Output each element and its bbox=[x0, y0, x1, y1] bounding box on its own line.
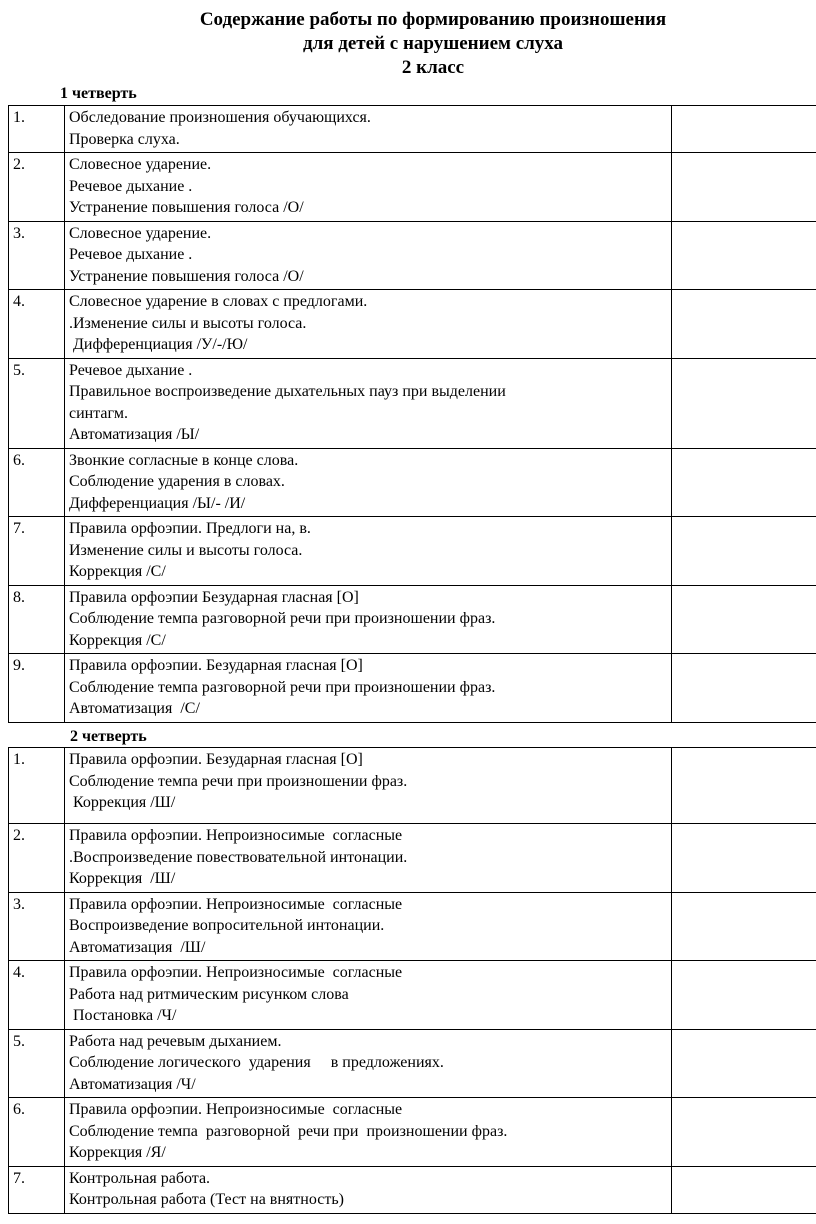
quarter-1-heading: 1 четверть bbox=[60, 85, 137, 102]
row-topics bbox=[65, 221, 672, 290]
table-row bbox=[9, 290, 816, 359]
row-topics bbox=[65, 585, 672, 654]
quarter-2-heading: 2 четверть bbox=[70, 728, 147, 745]
row-number: 6. bbox=[9, 1098, 65, 1167]
topic-line: .Изменение силы и высоты голоса. bbox=[69, 314, 307, 332]
topic-line: Коррекция /Ш/ bbox=[69, 870, 176, 887]
topic-line: .Воспроизведение повествовательной интонации. bbox=[69, 848, 408, 866]
topic-line: Словесное ударение. bbox=[69, 224, 212, 242]
topic-line: Правила орфоэпии. Безударная гласная [О] bbox=[69, 657, 363, 674]
title-line-1: Содержание работы по формированию произношения bbox=[199, 9, 667, 30]
topic-line: Работа над речевым дыханием. bbox=[69, 1032, 282, 1050]
topic-line: Звонкие согласные в конце слова. bbox=[69, 451, 299, 469]
row-topics bbox=[65, 892, 672, 961]
topic-line: Правила орфоэпии. Непроизносимые согласные bbox=[69, 827, 403, 844]
row-topics bbox=[65, 106, 672, 153]
table-row bbox=[9, 1029, 816, 1098]
topic-line: Обследование произношения обучающихся. bbox=[69, 109, 371, 126]
row-number: 3. bbox=[9, 221, 65, 290]
topic-line: Правила орфоэпии. Непроизносимые согласные bbox=[69, 895, 403, 913]
row-notes-cell bbox=[672, 961, 816, 1030]
table-row bbox=[9, 221, 816, 290]
table-row bbox=[9, 748, 816, 824]
topic-line: Коррекция /Ш/ bbox=[69, 794, 176, 811]
row-number: 5. bbox=[9, 1029, 65, 1098]
row-number: 3. bbox=[9, 892, 65, 961]
row-topics bbox=[65, 153, 672, 222]
topic-line: Автоматизация /Ш/ bbox=[69, 938, 206, 956]
topic-line: Речевое дыхание . bbox=[69, 361, 193, 379]
row-number: 7. bbox=[9, 1166, 65, 1213]
topic-line: Соблюдение ударения в словах. bbox=[69, 473, 285, 490]
row-topics bbox=[65, 290, 672, 359]
row-topics bbox=[65, 448, 672, 517]
topic-line: Устранение повышения голоса /О/ bbox=[69, 199, 304, 216]
topic-line: Соблюдение темпа разговорной речи при произношении фраз. bbox=[69, 678, 496, 696]
topic-line: Речевое дыхание . bbox=[69, 246, 193, 263]
topic-line: Постановка /Ч/ bbox=[69, 1007, 177, 1024]
row-notes-cell bbox=[672, 153, 816, 222]
row-number: 4. bbox=[9, 961, 65, 1030]
row-notes-cell bbox=[672, 106, 816, 153]
row-notes-cell bbox=[672, 290, 816, 359]
row-number: 8. bbox=[9, 585, 65, 654]
table-row bbox=[9, 961, 816, 1030]
topic-line: синтагм. bbox=[69, 404, 128, 422]
table-row bbox=[9, 448, 816, 517]
topic-line: Дифференциация /У/-/Ю/ bbox=[69, 336, 248, 353]
topic-line: Соблюдение темпа разговорной речи при произношении фраз. bbox=[69, 1122, 508, 1140]
row-topics bbox=[65, 358, 672, 448]
topic-line: Речевое дыхание . bbox=[69, 177, 193, 195]
row-notes-cell bbox=[672, 1029, 816, 1098]
table-row bbox=[9, 1098, 816, 1167]
row-notes-cell bbox=[672, 654, 816, 723]
row-notes-cell bbox=[672, 358, 816, 448]
topic-line: Соблюдение логического ударения в предложениях. bbox=[69, 1054, 444, 1071]
row-notes-cell bbox=[672, 585, 816, 654]
topic-line: Проверка слуха. bbox=[69, 130, 180, 148]
table-row bbox=[9, 106, 816, 153]
topic-line: Словесное ударение в словах с предлогами. bbox=[69, 293, 368, 310]
row-notes-cell bbox=[672, 1098, 816, 1167]
topic-line: Контрольная работа (Тест на внятность) bbox=[69, 1191, 344, 1208]
row-number: 7. bbox=[9, 517, 65, 586]
row-number: 6. bbox=[9, 448, 65, 517]
row-topics bbox=[65, 961, 672, 1030]
row-topics bbox=[65, 654, 672, 723]
row-number: 2. bbox=[9, 824, 65, 893]
row-notes-cell bbox=[672, 448, 816, 517]
topic-line: Автоматизация /С/ bbox=[69, 700, 200, 717]
row-topics bbox=[65, 517, 672, 586]
row-number: 9. bbox=[9, 654, 65, 723]
table-row bbox=[9, 654, 816, 723]
topic-line: Правила орфоэпии. Непроизносимые согласные bbox=[69, 964, 403, 981]
topic-line: Устранение повышения голоса /О/ bbox=[69, 267, 304, 285]
row-topics bbox=[65, 1166, 672, 1213]
table-row bbox=[9, 892, 816, 961]
row-topics bbox=[65, 1098, 672, 1167]
topic-line: Автоматизация /Ы/ bbox=[69, 426, 200, 443]
topic-line: Автоматизация /Ч/ bbox=[69, 1075, 196, 1093]
quarter-2-table bbox=[8, 747, 816, 1214]
topic-line: Изменение силы и высоты голоса. bbox=[69, 541, 303, 559]
topic-line: Правила орфоэпии. Непроизносимые согласные bbox=[69, 1101, 403, 1118]
topic-line: Правила орфоэпии Безударная гласная [О] bbox=[69, 588, 359, 606]
row-notes-cell bbox=[672, 221, 816, 290]
topic-line: Работа над ритмическим рисунком слова bbox=[69, 985, 349, 1003]
row-topics bbox=[65, 824, 672, 893]
page-title bbox=[0, 8, 816, 80]
row-topics bbox=[65, 1029, 672, 1098]
topic-line: Правила орфоэпии. Безударная гласная [О] bbox=[69, 751, 363, 768]
table-row bbox=[9, 358, 816, 448]
row-notes-cell bbox=[672, 748, 816, 824]
topic-line: Дифференциация /Ы/- /И/ bbox=[69, 494, 246, 512]
topic-line: Коррекция /Я/ bbox=[69, 1144, 166, 1161]
topic-line: Правильное воспроизведение дыхательных пауз при выделении bbox=[69, 383, 506, 400]
row-notes-cell bbox=[672, 517, 816, 586]
topic-line: Соблюдение темпа разговорной речи при произношении фраз. bbox=[69, 610, 496, 627]
row-number: 1. bbox=[9, 106, 65, 153]
topic-line: Контрольная работа. bbox=[69, 1169, 211, 1187]
table-row bbox=[9, 585, 816, 654]
topic-line: Правила орфоэпии. Предлоги на, в. bbox=[69, 520, 311, 537]
row-notes-cell bbox=[672, 1166, 816, 1213]
grade-label: 2 класс bbox=[401, 57, 465, 78]
table-row bbox=[9, 153, 816, 222]
table-row bbox=[9, 824, 816, 893]
topic-line: Соблюдение темпа речи при произношении фраз. bbox=[69, 772, 408, 790]
row-notes-cell bbox=[672, 892, 816, 961]
row-number: 5. bbox=[9, 358, 65, 448]
quarter-1-table bbox=[8, 105, 816, 723]
row-number: 1. bbox=[9, 748, 65, 824]
title-line-2: для детей с нарушением слуха bbox=[302, 33, 564, 54]
row-number: 4. bbox=[9, 290, 65, 359]
table-row bbox=[9, 1166, 816, 1213]
row-notes-cell bbox=[672, 824, 816, 893]
topic-line: Коррекция /С/ bbox=[69, 563, 166, 580]
row-topics bbox=[65, 748, 672, 824]
table-row bbox=[9, 517, 816, 586]
topic-line: Коррекция /С/ bbox=[69, 631, 166, 649]
topic-line: Воспроизведение вопросительной интонации. bbox=[69, 917, 385, 934]
row-number: 2. bbox=[9, 153, 65, 222]
topic-line: Словесное ударение. bbox=[69, 156, 212, 173]
